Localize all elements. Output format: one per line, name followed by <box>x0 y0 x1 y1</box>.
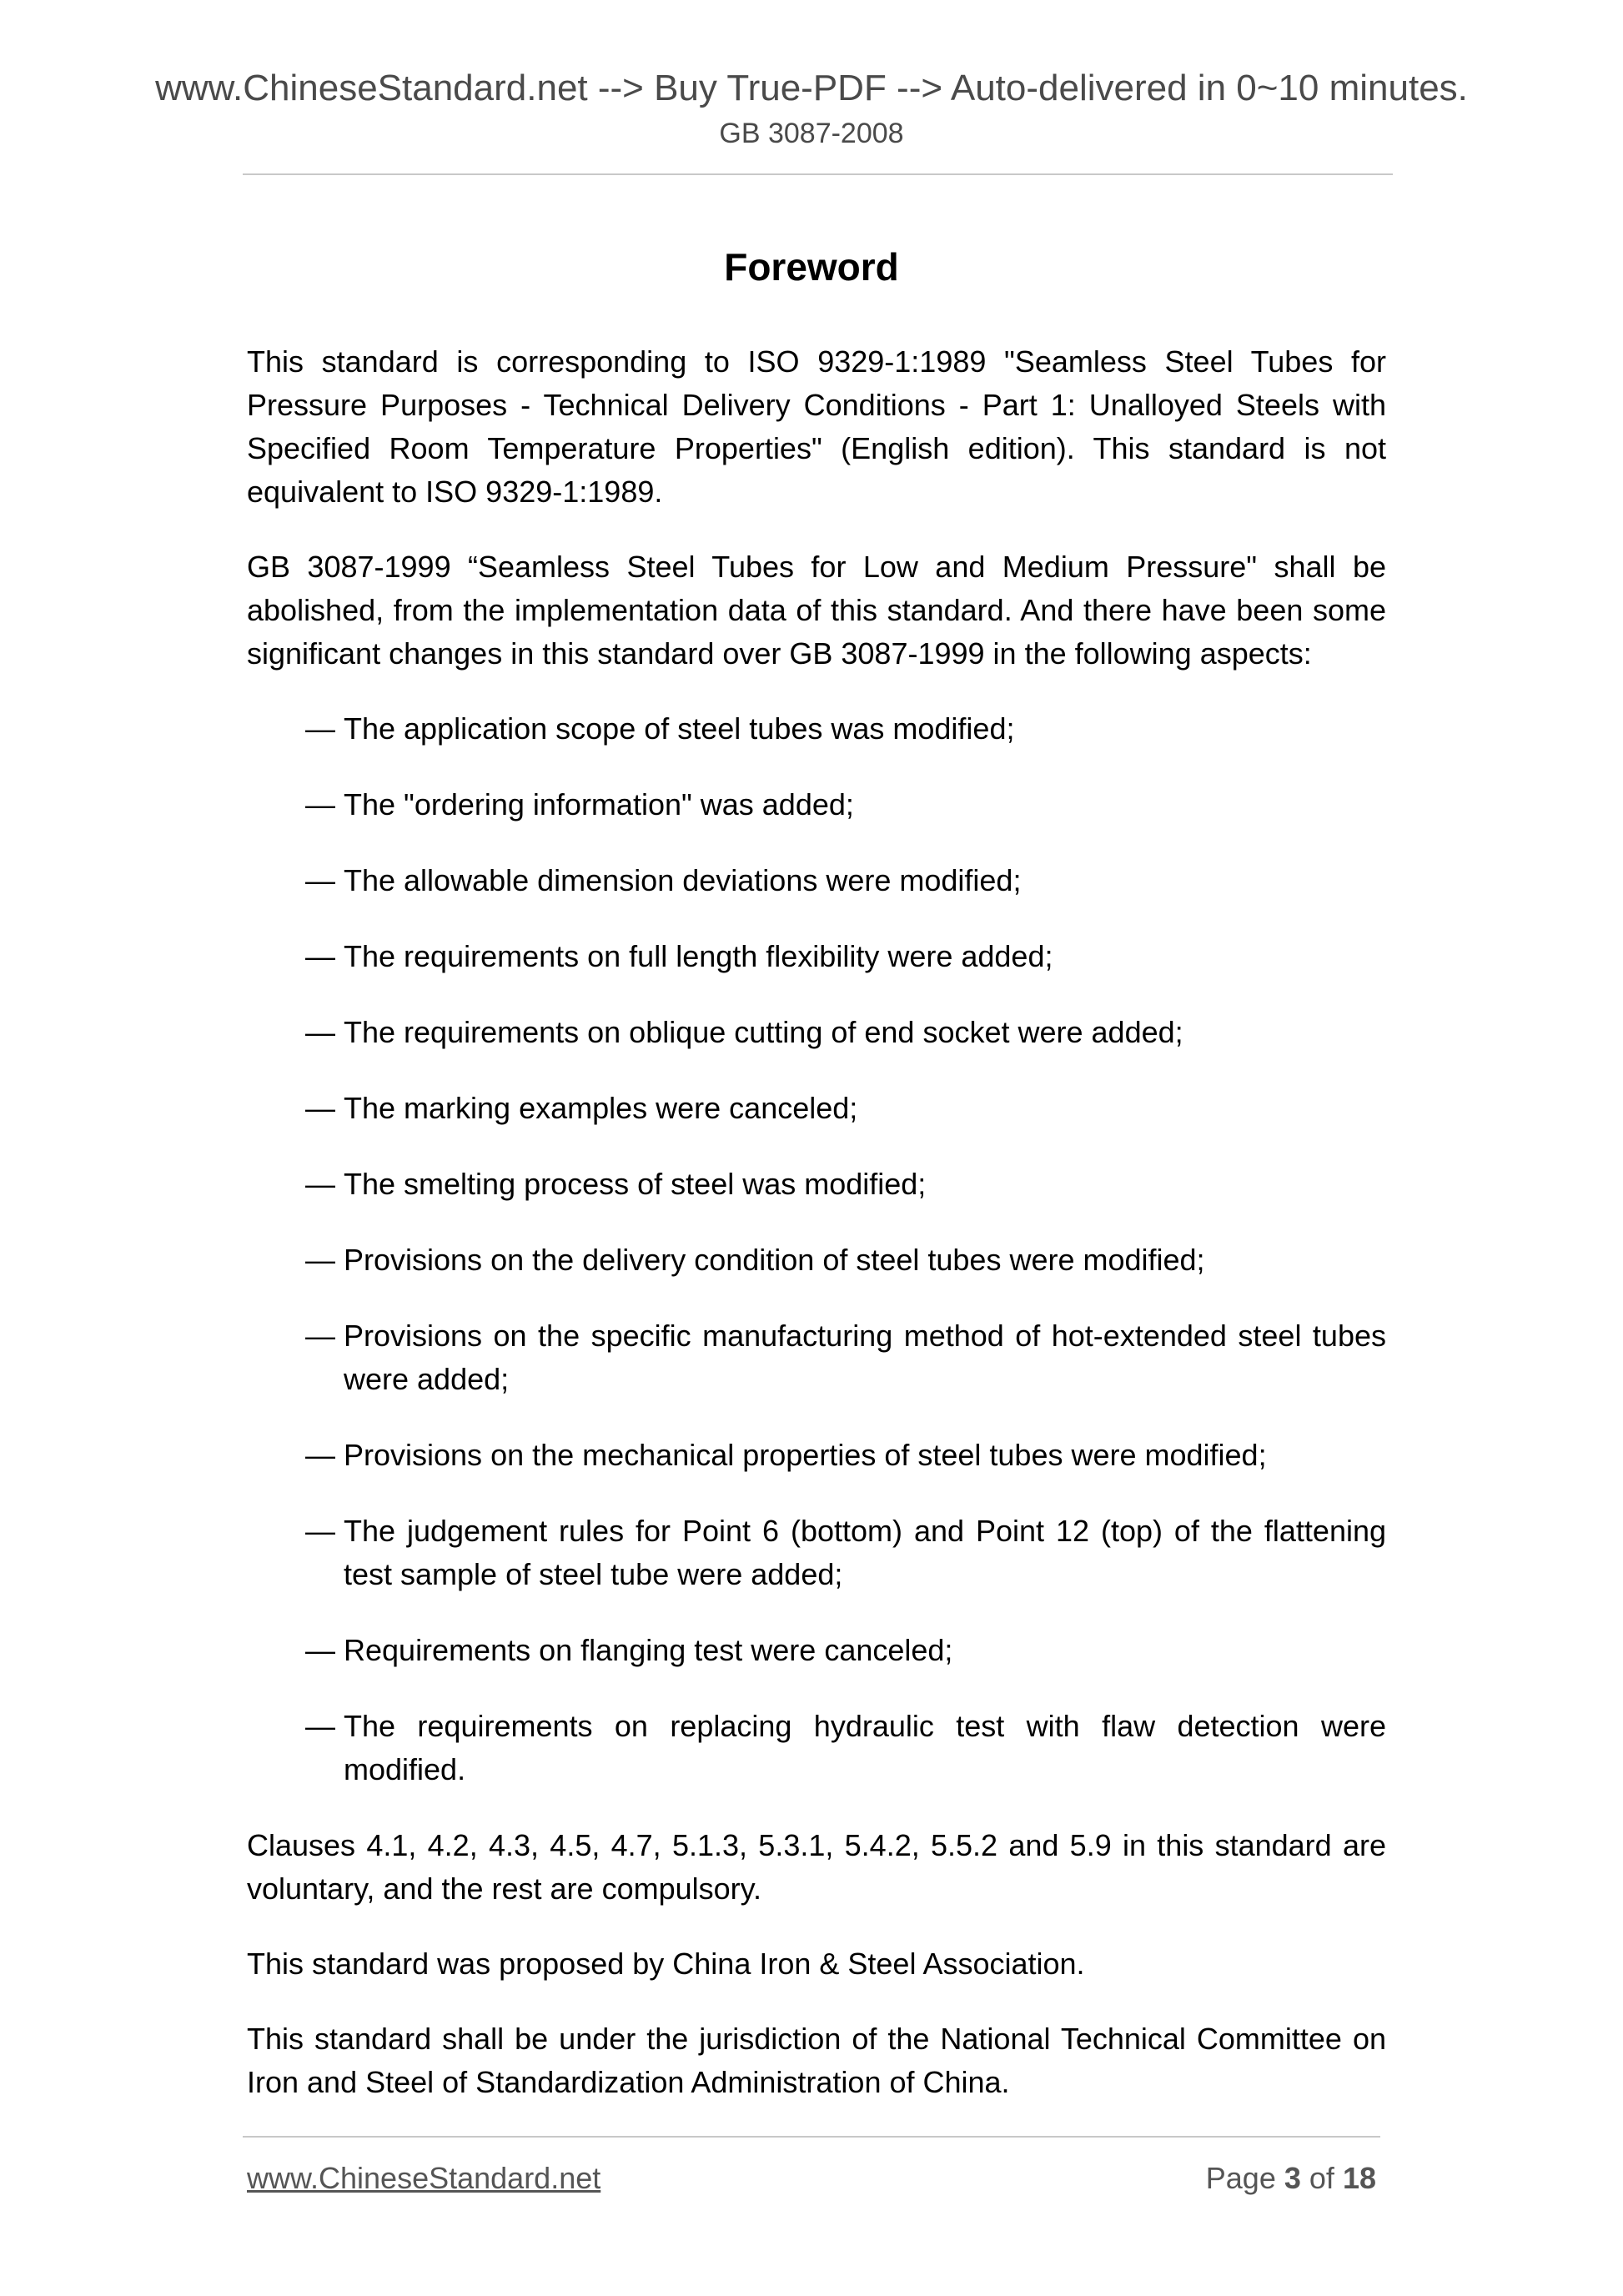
dash-marker: — <box>305 1633 335 1667</box>
footer-divider <box>243 2136 1380 2138</box>
list-item <box>247 783 1386 826</box>
foreword-body <box>247 340 1386 2136</box>
list-item <box>247 1238 1386 1282</box>
list-item-text: The "ordering information" was added; <box>344 787 854 821</box>
list-item-text: The requirements on full length flexibility were added; <box>344 939 1053 973</box>
dash-marker: — <box>305 863 335 897</box>
list-item <box>247 859 1386 902</box>
list-item-text: The allowable dimension deviations were modified; <box>344 863 1022 897</box>
list-item-text: The requirements on replacing hydraulic test with flaw detection were modified. <box>344 1709 1386 1786</box>
page-of: of <box>1309 2161 1334 2195</box>
dash-marker: — <box>305 1091 335 1125</box>
list-item <box>247 1314 1386 1401</box>
clauses-paragraph: Clauses 4.1, 4.2, 4.3, 4.5, 4.7, 5.1.3, 5.3.1, 5.4.2, 5.5.2 and 5.9 in this standard are voluntary, and the rest are compulsory. <box>247 1828 1386 1906</box>
dash-marker: — <box>305 1167 335 1201</box>
list-item-text: The judgement rules for Point 6 (bottom) and Point 12 (top) of the flattening test sample of steel tube were added; <box>344 1514 1386 1591</box>
list-item <box>247 1629 1386 1672</box>
dash-marker: — <box>305 1438 335 1472</box>
header-banner: www.ChineseStandard.net --> Buy True-PDF --> Auto-delivered in 0~10 minutes. <box>155 68 1468 108</box>
dash-marker: — <box>305 1015 335 1049</box>
changes-list <box>247 707 1386 1791</box>
list-item <box>247 1434 1386 1477</box>
page-prefix: Page <box>1205 2161 1276 2195</box>
list-item <box>247 1163 1386 1206</box>
list-item-text: Requirements on flanging test were canceled; <box>344 1633 953 1667</box>
list-item <box>247 1087 1386 1130</box>
intro-paragraph-changes: GB 3087-1999 “Seamless Steel Tubes for Low and Medium Pressure" shall be abolished, from the implementation data of this standard. And there have been some significant changes in this standard over GB 3087-1999 in the following aspects: <box>247 550 1386 671</box>
dash-marker: — <box>305 939 335 973</box>
page-number <box>1206 2158 1376 2198</box>
list-item-text: Provisions on the mechanical properties of steel tubes were modified; <box>344 1438 1267 1472</box>
page-title: Foreword <box>724 245 899 289</box>
list-item <box>247 1510 1386 1596</box>
list-item-text: Provisions on the specific manufacturing method of hot-extended steel tubes were added; <box>344 1319 1386 1396</box>
dash-marker: — <box>305 1243 335 1277</box>
header-divider <box>243 173 1393 175</box>
dash-marker: — <box>305 1319 335 1353</box>
page-total: 18 <box>1342 2161 1376 2195</box>
list-item-text: The application scope of steel tubes was modified; <box>344 711 1015 746</box>
list-item <box>247 1705 1386 1791</box>
dash-marker: — <box>305 711 335 746</box>
list-item <box>247 707 1386 751</box>
list-item <box>247 935 1386 978</box>
list-item-text: Provisions on the delivery condition of steel tubes were modified; <box>344 1243 1205 1277</box>
page-current: 3 <box>1284 2161 1301 2195</box>
standard-code: GB 3087-2008 <box>719 118 904 149</box>
footer-site-link[interactable]: www.ChineseStandard.net <box>247 2161 601 2195</box>
list-item-text: The smelting process of steel was modified; <box>344 1167 927 1201</box>
dash-marker: — <box>305 787 335 821</box>
dash-marker: — <box>305 1514 335 1548</box>
list-item-text: The requirements on oblique cutting of end socket were added; <box>344 1015 1183 1049</box>
list-item-text: The marking examples were canceled; <box>344 1091 858 1125</box>
intro-paragraph-correspondence: This standard is corresponding to ISO 9329-1:1989 "Seamless Steel Tubes for Pressure Purposes - Technical Delivery Conditions - Part 1: Unalloyed Steels with Specified Room Temperature Properties" (English edition). This standard is not equivalent to ISO 9329-1:1989. <box>247 344 1386 509</box>
proposer-paragraph: This standard was proposed by China Iron & Steel Association. <box>247 1947 1085 1981</box>
dash-marker: — <box>305 1709 335 1743</box>
jurisdiction-paragraph: This standard shall be under the jurisdiction of the National Technical Committee on Iron and Steel of Standardization Administration of China. <box>247 2022 1386 2099</box>
list-item <box>247 1011 1386 1054</box>
